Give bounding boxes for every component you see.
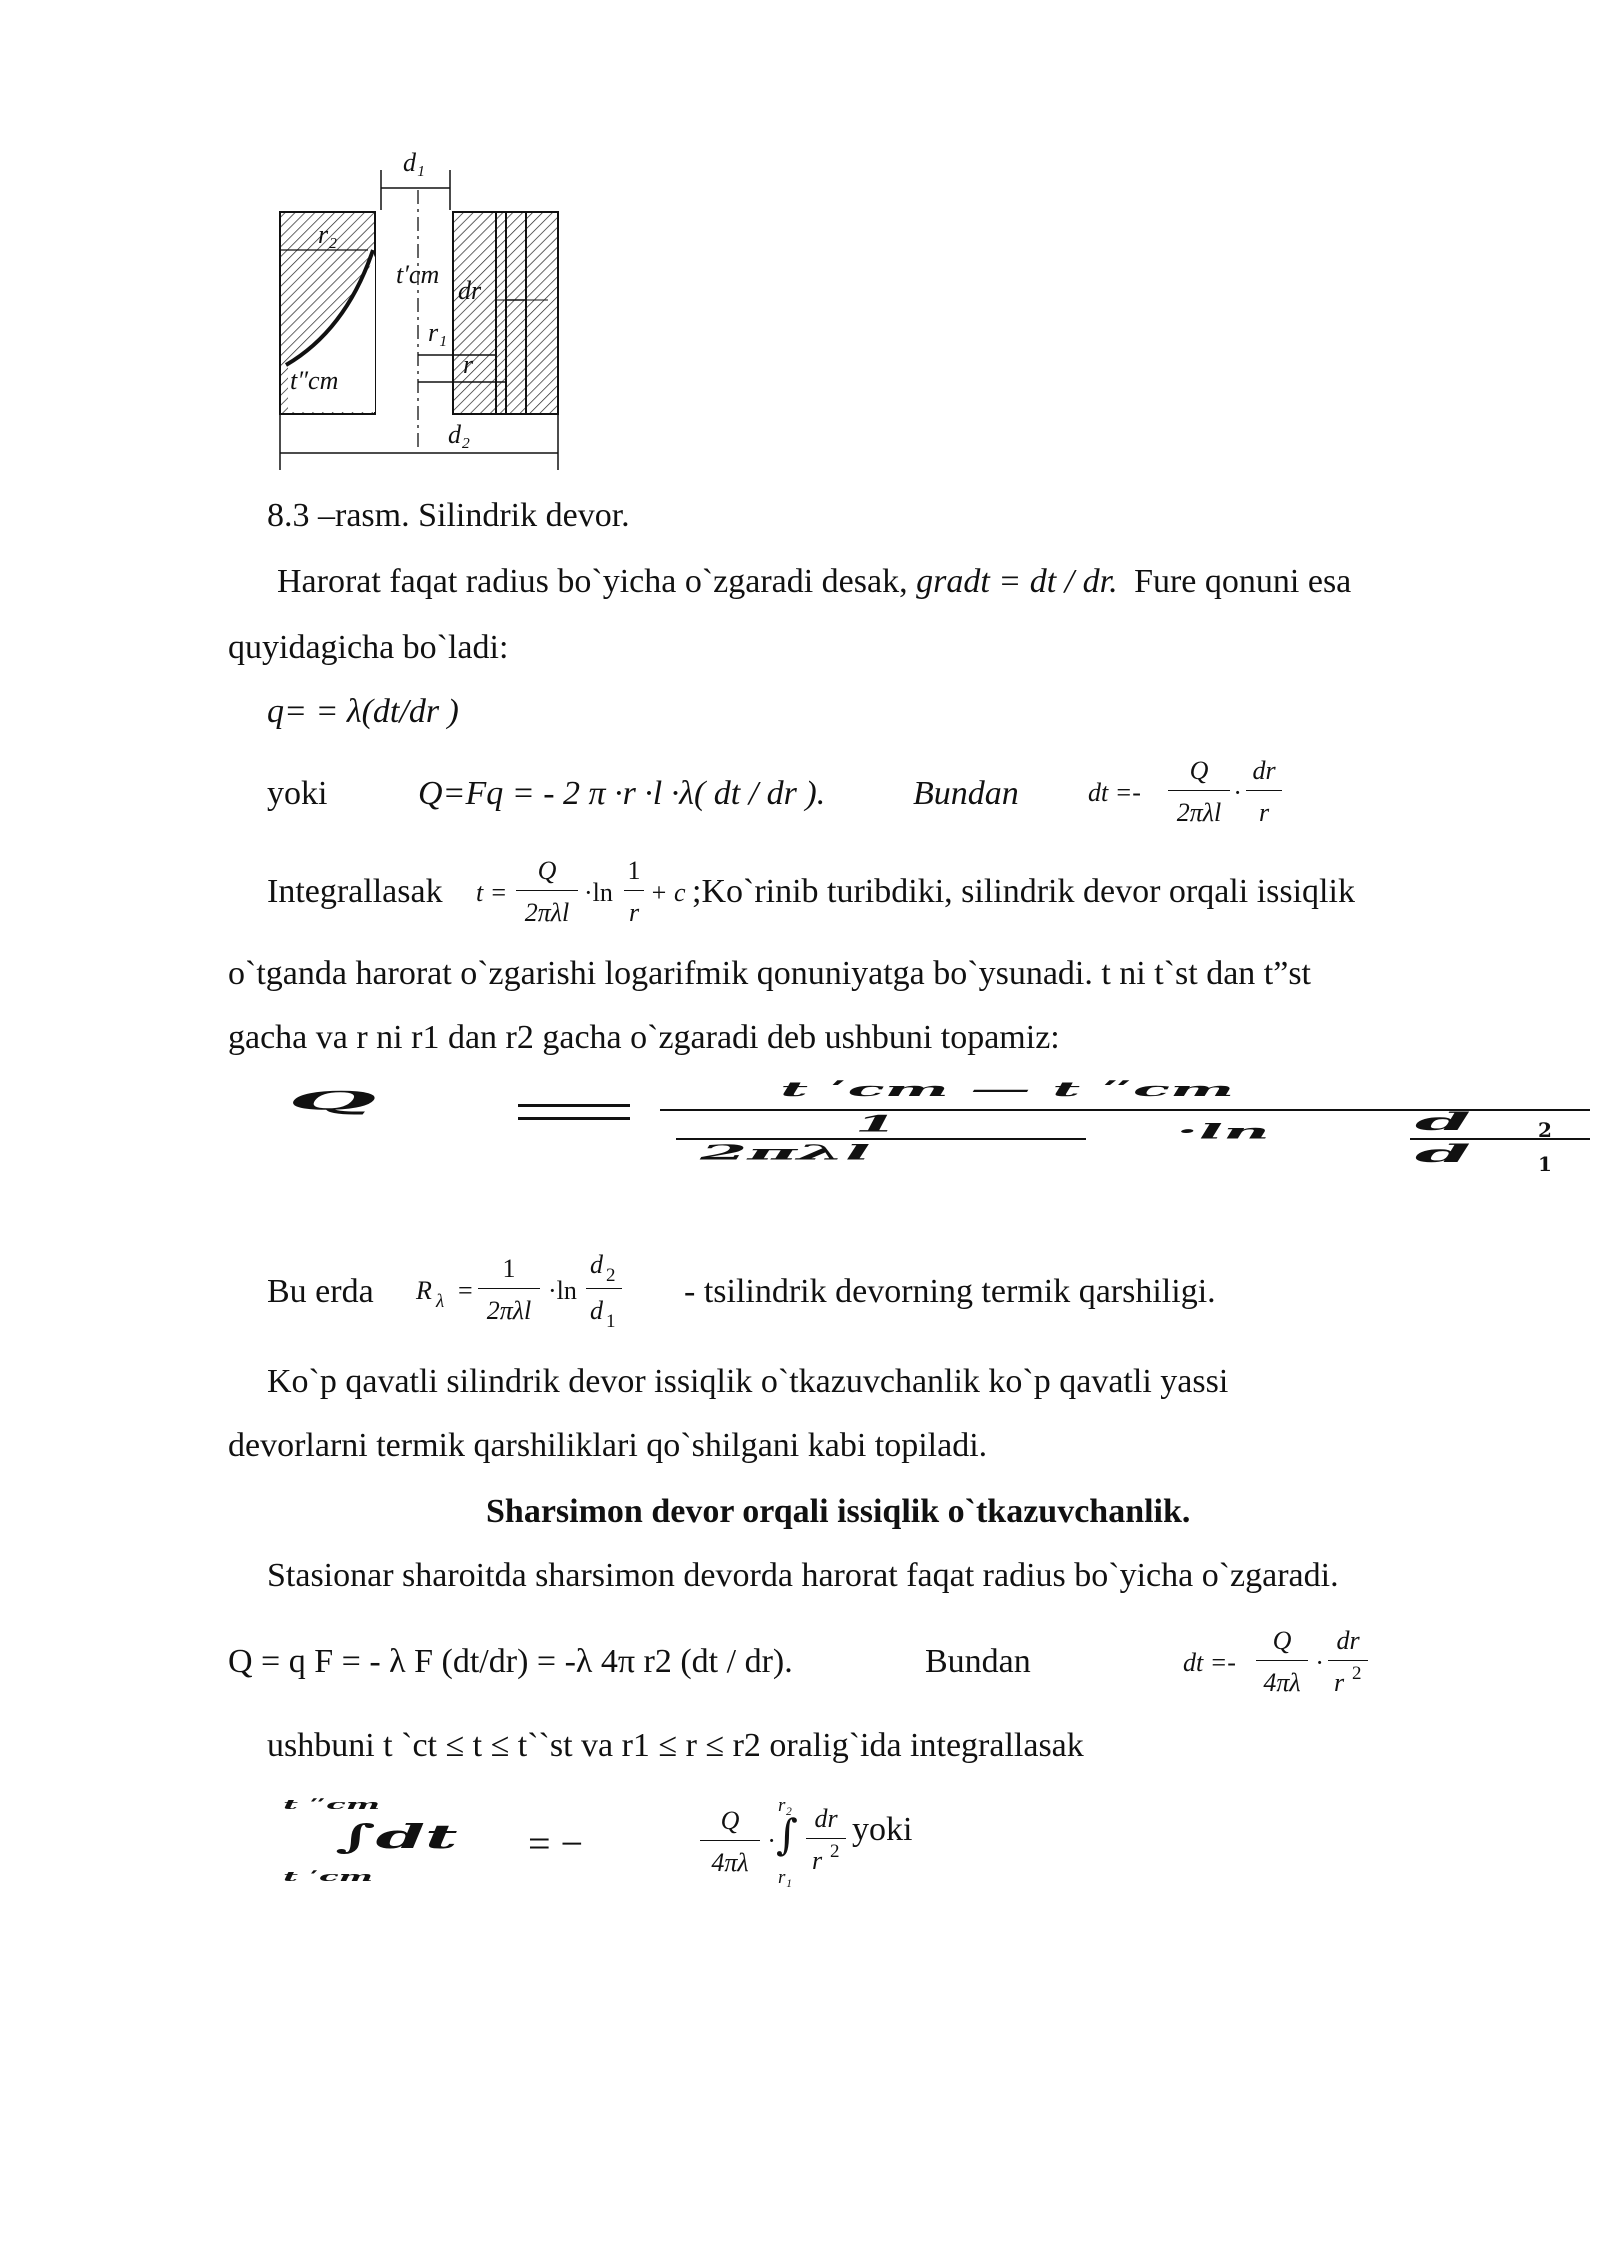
- big-eq-d2: d: [1415, 1108, 1471, 1137]
- p1-text-c: Fure qonuni esa: [1134, 563, 1352, 600]
- bu-erda-num-1: 1: [502, 1254, 516, 1283]
- yoki-label: yoki: [267, 775, 328, 812]
- label-dr: dr: [458, 276, 482, 305]
- final-dot: ·: [768, 1826, 775, 1855]
- bu-erda-frac-line-1: [478, 1288, 540, 1289]
- final-upper-limit: t ʺcm: [283, 1798, 381, 1813]
- paragraph-2-line-1: Ko`p qavatli silindrik devor issiqlik o`tkazuvchanlik ko`p qavatli yassi: [267, 1363, 1229, 1400]
- bundan-label-2: Bundan: [925, 1643, 1031, 1680]
- big-eq-d1: d: [1415, 1140, 1471, 1169]
- bu-erda-num-d: d: [590, 1250, 603, 1279]
- frac4-den: r: [1334, 1668, 1345, 1697]
- final-frac2-den-sup: 2: [830, 1841, 840, 1862]
- frac4-den-sup: 2: [1352, 1663, 1362, 1684]
- p1-gradt: gradt = dt / dr.: [916, 563, 1118, 600]
- final-frac-den: 4πλ: [711, 1848, 749, 1877]
- frac1-num: Q: [1189, 756, 1209, 785]
- bu-erda-ln: ·ln: [548, 1276, 577, 1305]
- bu-erda-R: R: [416, 1276, 432, 1305]
- frac3-num: Q: [1272, 1626, 1292, 1655]
- big-eq-den-left: 2πλl: [700, 1141, 871, 1165]
- frac3-den: 4πλ: [1263, 1668, 1301, 1697]
- final-frac-num: Q: [720, 1806, 740, 1835]
- final-yoki: yoki: [852, 1811, 913, 1848]
- bu-erda-den-d: d: [590, 1296, 603, 1325]
- bu-erda-frac-line-2: [586, 1288, 622, 1289]
- frac2-den: r: [1258, 798, 1270, 827]
- frac1-den: 2πλl: [1176, 798, 1222, 827]
- big-eq-ln: ·ln: [1176, 1120, 1271, 1144]
- final-int-lower: r₁: [778, 1867, 792, 1888]
- bu-erda-den-d-sub: 1: [606, 1311, 616, 1332]
- final-int-upper: r₂: [778, 1795, 792, 1816]
- int-frac-q-den: 2πλl: [524, 898, 570, 927]
- section-heading: Sharsimon devor orqali issiqlik o`tkazuvchanlik.: [486, 1493, 1191, 1530]
- equation-Q-qF: Q = q F = - λ F (dt/dr) = -λ 4π r2 (dt / dr).: [228, 1643, 793, 1680]
- final-integral: ∫dt: [335, 1818, 458, 1857]
- final-int-sign: ∫: [776, 1810, 798, 1859]
- int-frac-q-num: Q: [537, 856, 557, 885]
- final-lower-limit: t ʹcm: [283, 1870, 374, 1885]
- frac4-line: [1328, 1660, 1368, 1661]
- frac3-dot: ·: [1316, 1648, 1323, 1677]
- p1-text-a: Harorat faqat radius bo`yicha o`zgaradi desak,: [277, 563, 908, 600]
- big-eq-equals: [518, 1104, 630, 1120]
- label-tct2: t″ст: [290, 366, 339, 395]
- bu-erda-num-d-sub: 2: [606, 1265, 616, 1286]
- bundan-label-1: Bundan: [913, 775, 1019, 812]
- paragraph-3-line-1: Stasionar sharoitda sharsimon devorda harorat faqat radius bo`yicha o`zgaradi.: [267, 1557, 1339, 1594]
- cylinder-wall-figure: [268, 150, 578, 480]
- bu-erda-R-sub: λ: [436, 1291, 445, 1312]
- bu-erda-text: - tsilindrik devorning termik qarshiligi.: [684, 1273, 1216, 1310]
- figure-caption: 8.3 –rasm. Silindrik devor.: [267, 497, 630, 534]
- paragraph-1-line-2: quyidagicha bo`ladi:: [228, 629, 509, 666]
- final-frac2-line: [806, 1838, 846, 1839]
- big-eq-numerator: t ʹcm — t ʺcm: [780, 1078, 1235, 1101]
- big-eq-one: 1: [855, 1110, 898, 1137]
- int-plus-c: + c: [650, 878, 686, 907]
- int-frac-1-num: 1: [627, 856, 641, 885]
- equation-q: q= = λ(dt/dr ): [267, 693, 459, 730]
- frac2-line: [1246, 790, 1282, 791]
- big-eq-d1-sub: 1: [1538, 1152, 1552, 1176]
- frac4-num: dr: [1336, 1626, 1360, 1655]
- bu-erda-eq: =: [458, 1276, 473, 1305]
- big-eq-d2-sub: 2: [1538, 1118, 1552, 1142]
- big-eq-Q: Q: [288, 1086, 377, 1116]
- big-eq-inner-line: [676, 1138, 1086, 1140]
- int-ln: ·ln: [584, 878, 613, 907]
- dt-lhs-2: dt =-: [1183, 1648, 1236, 1677]
- final-frac2-num: dr: [814, 1804, 838, 1833]
- paragraph-4: ushbuni t `ct ≤ t ≤ t``st va r1 ≤ r ≤ r2 oralig`ida integrallasak: [267, 1727, 1084, 1764]
- int-frac-1-den: r: [628, 898, 640, 927]
- int-frac-1-line: [624, 890, 644, 891]
- int-rest: ;Ko`rinib turibdiki, silindrik devor orqali issiqlik: [692, 873, 1355, 910]
- int-frac-q-line: [516, 890, 578, 891]
- int-line-3: gacha va r ni r1 dan r2 gacha o`zgaradi deb ushbuni topamiz:: [228, 1019, 1060, 1056]
- frac1-line: [1168, 790, 1230, 791]
- label-r1: r₁: [428, 318, 448, 347]
- cylinder-wall-drawing: [268, 150, 578, 480]
- int-t-eq: t =: [476, 878, 508, 907]
- label-r: r: [463, 350, 474, 379]
- frac1-dot: ·: [1234, 778, 1241, 807]
- final-frac-line: [700, 1840, 760, 1841]
- label-d2: d₂: [448, 420, 471, 449]
- frac3-line: [1256, 1660, 1308, 1661]
- paragraph-2-line-2: devorlarni termik qarshiliklari qo`shilgani kabi topiladi.: [228, 1427, 988, 1464]
- int-line-2: o`tganda harorat o`zgarishi logarifmik qonuniyatga bo`ysunadi. t ni t`st dan t”st: [228, 955, 1312, 992]
- label-r2: r₂: [318, 220, 338, 249]
- bu-erda-label: Bu erda: [267, 1273, 374, 1310]
- paragraph-1-line-1: [277, 562, 1351, 602]
- final-frac2-den: r: [812, 1846, 823, 1875]
- label-tct1: t′ст: [396, 260, 440, 289]
- frac2-num: dr: [1252, 756, 1276, 785]
- bu-erda-den: 2πλl: [486, 1296, 532, 1325]
- final-equals-minus: = −: [528, 1821, 584, 1866]
- integrallasak-label: Integrallasak: [267, 873, 443, 910]
- dt-lhs-1: dt =-: [1088, 778, 1141, 807]
- label-d1: d₁: [403, 148, 426, 177]
- equation-Q-Fq: Q=Fq = - 2 π ·r ·l ·λ( dt / dr ).: [418, 775, 826, 812]
